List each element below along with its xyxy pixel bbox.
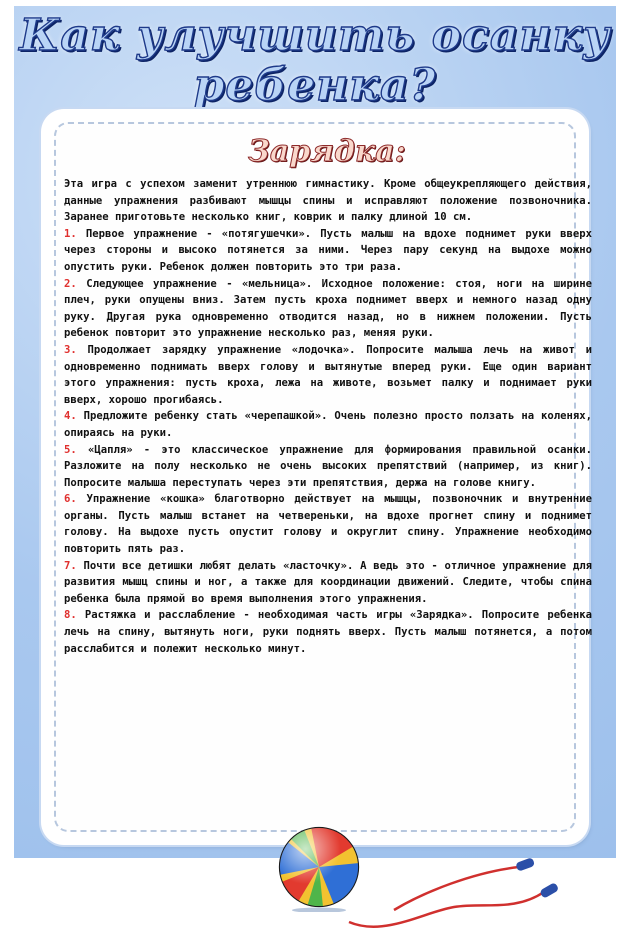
jump-rope-icon xyxy=(344,852,574,932)
item-text: Продолжает зарядку упражнение «лодочка». Попросите малыша лечь на живот и одновременно поднимать вверх голову и вытянутые вперед руки. Еще один вариант этого упражнения: пусть кроха, лежа на животе, возьмет палку и поднимает руки вверх, хорошо прогибаясь. xyxy=(64,343,592,406)
item-text: «Цапля» - это классическое упражнение для формирования правильной осанки. Разложите на полу несколько не очень высоких препятствий (например, из книг). Попросите малыша переступать через эти препятствия, держа на голове книгу. xyxy=(64,443,592,489)
list-item xyxy=(64,342,592,408)
list-item xyxy=(64,558,592,608)
content-panel xyxy=(54,122,592,832)
item-number: 1. xyxy=(64,227,77,240)
list-item xyxy=(64,276,592,342)
item-number: 2. xyxy=(64,277,77,290)
item-number: 5. xyxy=(64,443,77,456)
item-number: 4. xyxy=(64,410,77,423)
item-text: Растяжка и расслабление - необходимая часть игры «Зарядка». Попросите ребенка лечь на спину, вытянуть ноги, руки поднять вверх. Пусть малыш потянется, а потом расслабится и полежит несколько минут. xyxy=(64,609,592,655)
item-text: Предложите ребенку стать «черепашкой». Очень полезно просто ползать на коленях, опираясь на руки. xyxy=(64,410,592,439)
intro-paragraph: Эта игра с успехом заменит утреннюю гимнастику. Кроме общеукрепляющего действия, данные упражнения разбивают мышцы спины и исправляют положение позвоночника. Заранее приготовьте несколько книг, коврик и палку длиной 10 см. xyxy=(64,178,592,224)
lace-frame xyxy=(44,112,592,842)
item-number: 7. xyxy=(64,559,77,572)
section-title: Зарядка: xyxy=(248,134,406,169)
item-text: Первое упражнение - «потягушечки». Пусть малыш на вдохе поднимет руки вверх через стороны и высоко потянется за ними. Через пару секунд на выдохе можно опустить руки. Ребенок должен повторить это три раза. xyxy=(64,227,592,273)
page-title-line2: ребенка? xyxy=(193,60,437,111)
item-number: 3. xyxy=(64,343,77,356)
page-title-line1: Как улучшить осанку xyxy=(19,10,611,61)
list-item xyxy=(64,491,592,557)
list-item xyxy=(64,408,592,441)
poster xyxy=(14,6,616,858)
item-text: Следующее упражнение - «мельница». Исходное положение: стоя, ноги на ширине плеч, руки опущены вниз. Затем пусть кроха поднимет вверх и немного назад одну руку. Другая рука одновременно отводится назад, но в нижнем положении. Пусть ребенок повторит это упражнение несколько раз, меняя руки. xyxy=(64,277,592,340)
item-number: 8. xyxy=(64,609,77,622)
list-item xyxy=(64,226,592,276)
article-text xyxy=(64,176,592,657)
item-text: Почти все детишки любят делать «ласточку». А ведь это - отличное упражнение для развития мышц спины и ног, а также для координации движений. Следите, чтобы спина ребенка была прямой во время выполнения этого упражнения. xyxy=(64,559,592,605)
list-item xyxy=(64,442,592,492)
item-number: 6. xyxy=(64,493,77,506)
list-item xyxy=(64,607,592,657)
item-text: Упражнение «кошка» благотворно действует на мышцы, позвоночник и внутренние органы. Пусть малыш встанет на четвереньки, на вдохе прогнет спину и поднимет голову. На выдохе пусть опустит голову и округлит спину. Упражнение необходимо повторить пять раз. xyxy=(64,493,592,556)
